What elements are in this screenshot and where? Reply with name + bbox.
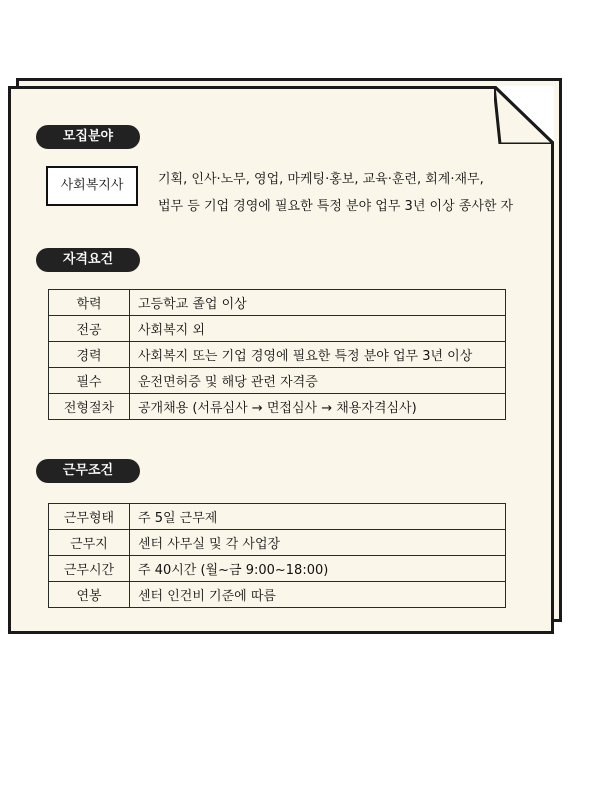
table-row (49, 504, 506, 530)
row-value: 사회복지 외 (130, 316, 506, 342)
row-value: 센터 인건비 기준에 따름 (130, 582, 506, 608)
folded-corner (494, 86, 554, 144)
row-label: 연봉 (49, 582, 130, 608)
position-box: 사회복지사 (46, 166, 138, 206)
description-line: 법무 등 기업 경영에 필요한 특정 분야 업무 3년 이상 종사한 자 (158, 199, 514, 214)
description-line: 기획, 인사·노무, 영업, 마케팅·홍보, 교육·훈련, 회계·재무, (158, 172, 484, 187)
table-row (49, 394, 506, 420)
table-row (49, 530, 506, 556)
row-label: 학력 (49, 290, 130, 316)
table-row (49, 368, 506, 394)
row-label: 근무지 (49, 530, 130, 556)
row-value: 주 40시간 (월~금 9:00~18:00) (130, 556, 506, 582)
table-row (49, 556, 506, 582)
row-label: 필수 (49, 368, 130, 394)
conditions-table (48, 503, 506, 608)
qualifications-table (48, 289, 506, 420)
row-label: 근무형태 (49, 504, 130, 530)
row-label: 전형절차 (49, 394, 130, 420)
row-label: 근무시간 (49, 556, 130, 582)
section-title-recruit-field: 모집분야 (36, 125, 140, 149)
row-value: 센터 사무실 및 각 사업장 (130, 530, 506, 556)
row-label: 경력 (49, 342, 130, 368)
table-row (49, 342, 506, 368)
row-value: 사회복지 또는 기업 경영에 필요한 특정 분야 업무 3년 이상 (130, 342, 506, 368)
row-value: 고등학교 졸업 이상 (130, 290, 506, 316)
position-description (158, 166, 538, 220)
section-title-conditions: 근무조건 (36, 459, 140, 483)
row-label: 전공 (49, 316, 130, 342)
row-value: 주 5일 근무제 (130, 504, 506, 530)
row-value: 운전면허증 및 해당 관련 자격증 (130, 368, 506, 394)
table-row (49, 290, 506, 316)
table-row (49, 582, 506, 608)
row-value: 공개채용 (서류심사 → 면접심사 → 채용자격심사) (130, 394, 506, 420)
section-title-qualifications: 자격요건 (36, 248, 140, 272)
table-row (49, 316, 506, 342)
